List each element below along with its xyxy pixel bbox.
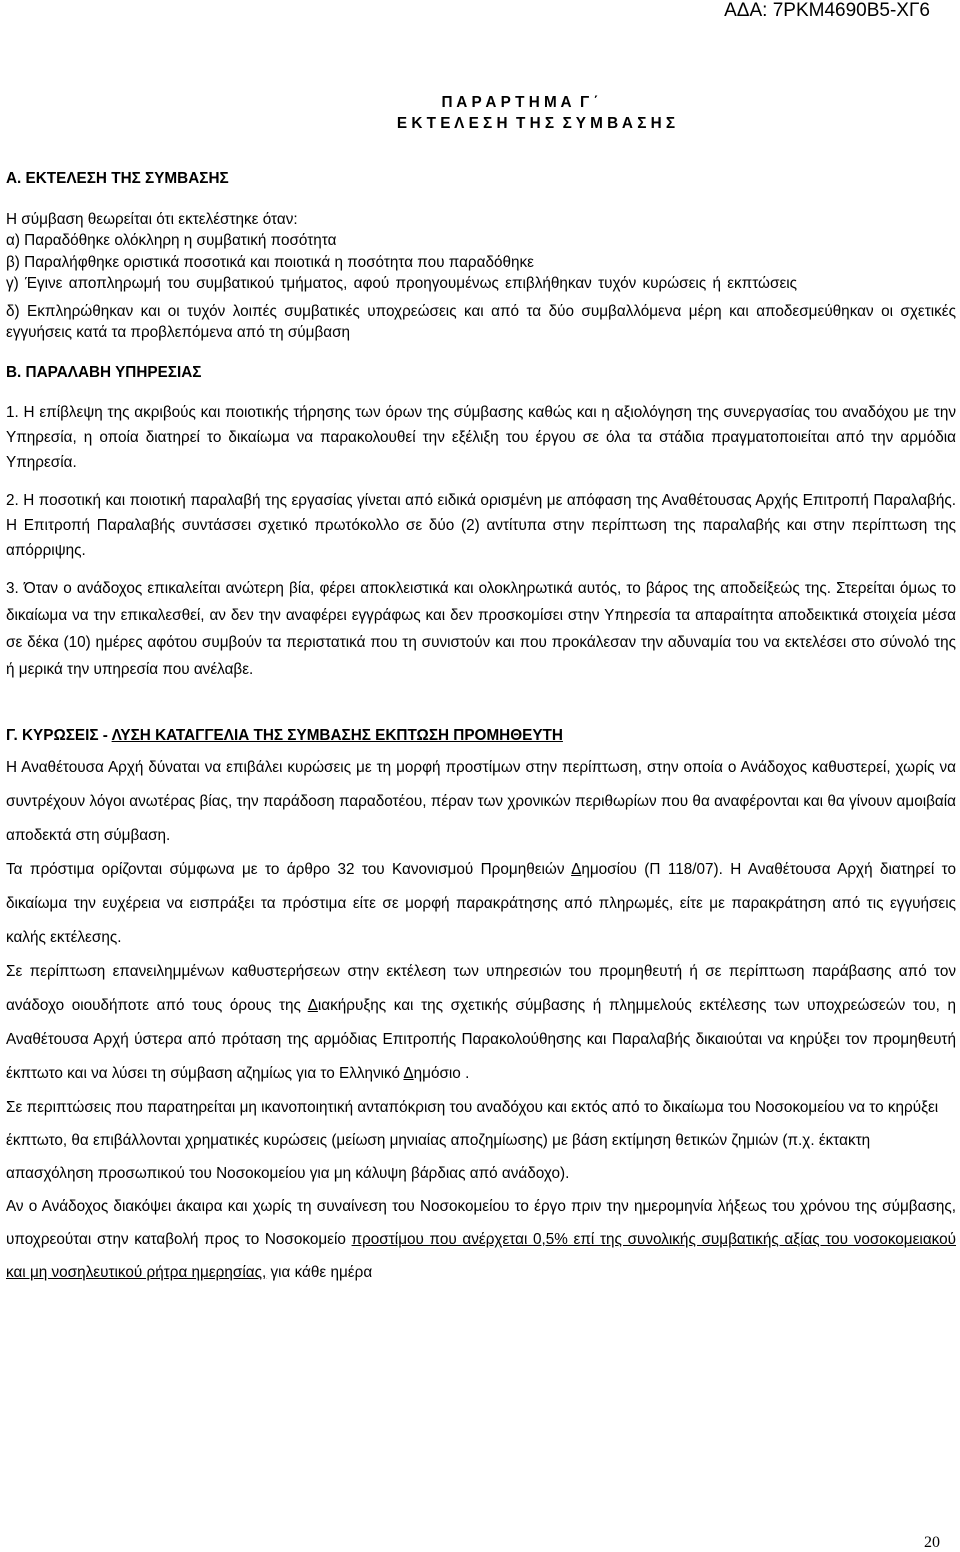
section-c-p4: Σε περιπτώσεις που παρατηρείται μη ικανοποιητική ανταπόκριση του αναδόχου και εκτός από το δικαίωμα του Νοσοκομείου να το κηρύξει έκπτωτο, θα επιβάλλονται χρηματικές κυρώσεις (μείωση μηνιαίας αποζημίωσης) με βάση εκτίμηση θετικών ζημιών (π.χ. έκτακτη απασχόληση προσωπικού του Νοσοκομείου για μη κάλυψη βάρδιας από ανάδοχο). (6, 1099, 939, 1182)
section-a-item-d: δ) Εκπληρώθηκαν και οι τυχόν λοιπές συμβατικές υποχρεώσεις και από τα δύο συμβαλλόμενα μέρη και αποδεσμεύθηκαν οι σχετικές εγγυήσεις κατά τα προβλεπόμενα από τη σύμβαση (6, 302, 956, 341)
section-c-heading-plain: Γ. ΚΥΡΩΣΕΙΣ - (6, 727, 112, 744)
section-b-p2: 2. Η ποσοτική και ποιοτική παραλαβή της εργασίας γίνεται από ειδικά ορισμένη με απόφαση της Αναθέτουσας Αρχής Επιτροπή Παραλαβής. Η Επιτροπή Παραλαβής συντάσσει σχετικό πρωτόκολλο σε δύο (2) αντίτυπα στην περίπτωση της παραλαβής και στην περίπτωση της απόρριψης. (6, 492, 956, 559)
section-c-p5-text-a: Αν ο Ανάδοχος διακόψει άκαιρα και χωρίς τη συναίνεση του Νοσοκομείου το έργο πριν την ημερομηνία λήξεως του χρόνου της σύμβασης, υποχρεούται στην καταβολή προς το Νοσοκομείο (6, 1198, 956, 1248)
section-c-heading-underlined: ΛΥΣΗ ΚΑΤΑΓΓΕΛΙΑ ΤΗΣ ΣΥΜΒΑΣΗΣ ΕΚΠΤΩΣΗ ΠΡΟΜΗΘΕΥΤΗ (111, 727, 563, 744)
section-a-intro: Η σύμβαση θεωρείται ότι εκτελέστηκε όταν: (6, 210, 298, 228)
section-a-item-a: α) Παραδόθηκε ολόκληρη η συμβατική ποσότητα (6, 232, 337, 249)
page-number: 20 (924, 1534, 940, 1551)
section-b-p1: 1. Η επίβλεψη της ακριβούς και ποιοτικής τήρησης των όρων της σύμβασης καθώς και η αξιολόγηση της συνεργασίας του αναδόχου με την Υπηρεσία, η οποία διατηρεί το δικαίωμα να παρακολουθεί την εξέλιξη του έργου σε όλα τα στάδια πραγματοποιείται από την αρμόδια Υπηρεσία. (6, 404, 956, 471)
section-c-p3-initial-2: Δ (403, 1065, 414, 1082)
section-c-p5-text-c: για κάθε ημέρα (266, 1264, 373, 1281)
section-c-p3-initial-1: Δ (307, 997, 318, 1014)
appendix-line-2: Ε Κ Τ Ε Λ Ε Σ Η Τ Η Σ Σ Υ Μ Β Α Σ Η Σ (396, 115, 676, 132)
section-a-item-b: β) Παραλήφθηκε οριστικά ποσοτικά και ποιοτικά η ποσότητα που παραδόθηκε (6, 253, 534, 271)
section-c-p1: Η Αναθέτουσα Αρχή δύναται να επιβάλει κυρώσεις με τη μορφή προστίμων στην περίπτωση, στην οποία ο Ανάδοχος καθυστερεί, χωρίς να συντρέχουν λόγοι ανωτέρας βίας, την παράδοση παραδοτέου, πέραν των χρονικών περιθωρίων που θα αναφέρονται και θα γίνουν αμοιβαία αποδεκτά στη σύμβαση. (6, 759, 956, 844)
section-b-p3: 3. Όταν ο ανάδοχος επικαλείται ανώτερη βία, φέρει αποκλειστικά και ολοκληρωτικά αυτός, το βάρος της αποδείξεώς της. Στερείται όμως το δικαίωμα να την επικαλεσθεί, αν δεν την αναφέρει εγγράφως και δεν προσκομίσει στην Υπηρεσία τα απαραίτητα αποδεικτικά στοιχεία μέσα σε δέκα (10) ημέρες αφότου συμβούν τα περιστατικά που τη συνιστούν και που προκάλεσαν την αδυναμία του να εκτελέσει στο σύνολό της ή μερικά την υπηρεσία που ανέλαβε. (6, 580, 956, 678)
section-c-heading (6, 721, 956, 751)
section-c-p3-text-c: ιακήρυξης και της σχετικής σύμβασης ή πλημμελούς εκτέλεσης των υποχρεώσεών του, η Αναθέτουσα Αρχή ύστερα από πρόταση της αρμόδιας Επιτροπής Παρακολούθησης και Παραλαβής δικαιούται να κηρύξει τον προμηθευτή έκπτωτο και να λύσει τη σύμβαση αζημίως για το Ελληνικό (6, 997, 957, 1082)
section-c-p2-text-c: ημοσίου (Π 118/07). Η Αναθέτουσα Αρχή διατηρεί το δικαίωμα την ευχέρεια να εισπράξει τα πρόστιμα είτε σε μορφή παρακράτησης από πληρωμές, είτε με παρακράτηση από τις εγγυήσεις καλής εκτέλεσης. (6, 861, 956, 946)
section-a-heading: Α. ΕΚΤΕΛΕΣΗ ΤΗΣ ΣΥΜΒΑΣΗΣ (6, 170, 229, 187)
document-body (6, 168, 956, 1289)
appendix-line-1: Π Α Ρ Α Ρ Τ Η Μ Α Γ ΄ (441, 94, 599, 111)
section-c-p5-underlined: προστίμου που ανέρχεται 0,5% επί της συνολικής συμβατικής αξίας του νοσοκομειακού και μη νοσηλευτικού ρήτρα ημερησίας, (6, 1231, 956, 1281)
section-c-p3-text-a: Σε περίπτωση επανειλημμένων καθυστερήσεων στην εκτέλεση των υπηρεσιών του προμηθευτή ή σε περίπτωση παράβασης από τον ανάδοχο οιουδήποτε από τους όρους της (6, 963, 956, 1014)
section-c-p3 (6, 955, 956, 1091)
ada-code: ΑΔΑ: 7ΡΚΜ4690Β5-ΧΓ6 (724, 0, 930, 21)
section-b-heading: Β. ΠΑΡΑΛΑΒΗ ΥΠΗΡΕΣΙΑΣ (6, 363, 202, 381)
section-a-item-c: γ) Έγινε αποπληρωμή του συμβατικού τμήματος, αφού προηγουμένως επιβλήθηκαν τυχόν κυρώσεις ή εκπτώσεις (6, 275, 798, 292)
section-c-p2-text-a: Τα πρόστιμα ορίζονται σύμφωνα με το άρθρο 32 του Κανονισμού Προμηθειών (6, 861, 572, 878)
appendix-title (0, 92, 960, 134)
section-c-p5 (6, 1190, 956, 1289)
section-c-p2 (6, 853, 956, 955)
section-c-p2-initial: Δ (571, 861, 582, 878)
section-c-p3-text-e: ημόσιο . (413, 1065, 470, 1082)
